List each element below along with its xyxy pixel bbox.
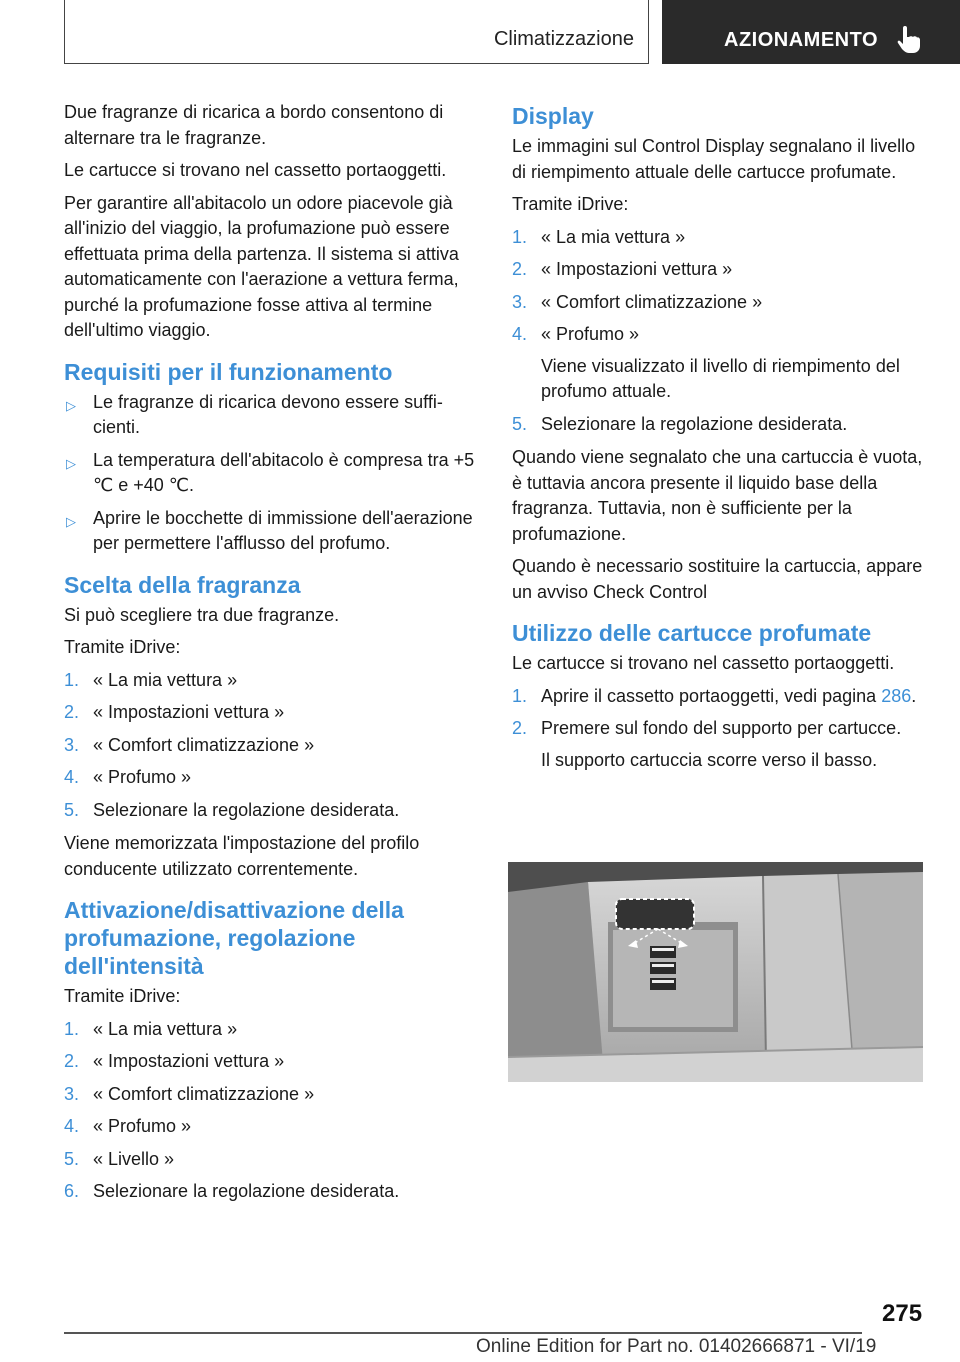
utilizzo-steps [512, 684, 926, 774]
list-item: ▷ Aprire le bocchette di immissione dell'aerazione per permettere l'afflusso del profumo. [66, 507, 473, 553]
heading-display: Display [512, 103, 594, 129]
header-chapter-box [662, 0, 960, 64]
heading-attivazione: Attivazione/disattivazione della profumazione, regolazione dell'intensità [64, 897, 404, 979]
scelta-steps [64, 668, 480, 824]
step-note: Viene visualizzato il livello di riempimento del profumo attuale. [541, 355, 900, 401]
glovebox-cartridge-photo [508, 862, 923, 1082]
paragraph: Quando è necessario sostituire la cartuccia, appare un avviso Check Control [512, 556, 923, 602]
list-item: 3. « Comfort climatizzazione » [64, 1083, 315, 1104]
heading-utilizzo: Utilizzo delle cartucce profumate [512, 620, 872, 646]
list-item: 1. Aprire il cassetto portaoggetti, vedi pagina 286. [512, 685, 917, 706]
list-item: 1. « La mia vettura » [64, 669, 238, 690]
page-number: 275 [882, 1300, 923, 1327]
list-item: 2. « Impostazioni vettura » [64, 702, 285, 722]
intro-paragraph: Per garantire all'abitacolo un odore piacevole già all'inizio del viaggio, la profumazione può essere effettuata prima della partenza. Il sistema si attiva automaticamente con l'aerazione a vettura ferma, purché la profumazione fosse attiva al termine dell'ultimo viaggio. [64, 192, 459, 340]
section-title: Climatizzazione [493, 28, 634, 50]
paragraph: Si può scegliere tra due fragranze. [64, 604, 340, 625]
list-item: 5. Selezionare la regolazione desiderata. [512, 413, 848, 434]
heading-scelta: Scelta della fragranza [64, 571, 301, 598]
paragraph: Tramite iDrive: [64, 637, 181, 657]
list-item: 5. Selezionare la regolazione desiderata. [64, 799, 400, 820]
left-column [64, 100, 480, 1213]
list-item: ▷ La temperatura dell'abitacolo è compresa tra +5 ℃ e +40 ℃. [66, 449, 475, 495]
triangle-bullet-icon: ▷ [66, 397, 76, 413]
list-item: ▷ Le fragranze di ricarica devono essere sufficienti. [66, 391, 443, 437]
list-item: 4. « Profumo » [64, 1116, 192, 1136]
triangle-bullet-icon: ▷ [66, 455, 76, 471]
paragraph: Le cartucce si trovano nel cassetto portaoggetti. [512, 653, 895, 673]
list-item: 2. « Impostazioni vettura » [64, 1051, 285, 1071]
edition-note: Online Edition for Part no. 01402666871 - VI/19 [476, 1336, 877, 1357]
paragraph: Tramite iDrive: [512, 194, 629, 214]
right-column [512, 100, 926, 781]
display-steps [512, 225, 926, 438]
list-item: 2. « Impostazioni vettura » [512, 259, 733, 279]
chapter-title: AZIONAMENTO [724, 29, 879, 51]
heading-requisiti: Requisiti per il funzionamento [64, 358, 393, 385]
page-reference-link[interactable]: 286 [881, 685, 912, 706]
list-item: 1. « La mia vettura » [64, 1018, 238, 1039]
paragraph: Le immagini sul Control Display segnalano il livello di riempimento attuale delle cartucce profumate. [512, 136, 916, 182]
pointing-hand-icon [896, 24, 922, 54]
header-section-box [64, 0, 649, 64]
paragraph: Quando viene segnalato che una cartuccia è vuota, è tuttavia ancora presente il liquido base della fragranza. Tuttavia, non è sufficiente per la profumazione. [512, 447, 923, 544]
list-item: 5. « Livello » [64, 1148, 175, 1169]
list-item: 2. Premere sul fondo del supporto per cartucce. Il supporto cartuccia scorre verso il basso. [512, 716, 926, 773]
list-item: 1. « La mia vettura » [512, 226, 686, 247]
paragraph: Tramite iDrive: [64, 986, 181, 1006]
list-item: 4. « Profumo » [64, 767, 192, 787]
footer-divider [64, 1332, 862, 1334]
list-item: 3. « Comfort climatizzazione » [512, 291, 763, 312]
paragraph: Viene memorizzata l'impostazione del profilo conducente utilizzato correntemente. [64, 833, 420, 879]
list-item: 6. Selezionare la regolazione desiderata. [64, 1181, 400, 1201]
requisiti-list [64, 390, 480, 557]
step-note: Il supporto cartuccia scorre verso il basso. [541, 749, 878, 770]
attivazione-steps [64, 1017, 480, 1205]
list-item: 4. « Profumo » Viene visualizzato il livello di riempimento del profumo attuale. [512, 322, 926, 405]
intro-paragraph: Le cartucce si trovano nel cassetto portaoggetti. [64, 160, 447, 180]
triangle-bullet-icon: ▷ [66, 513, 76, 529]
list-item: 3. « Comfort climatizzazione » [64, 734, 315, 755]
intro-paragraph: Due fragranze di ricarica a bordo consentono di alternare tra le fragranze. [64, 102, 444, 148]
